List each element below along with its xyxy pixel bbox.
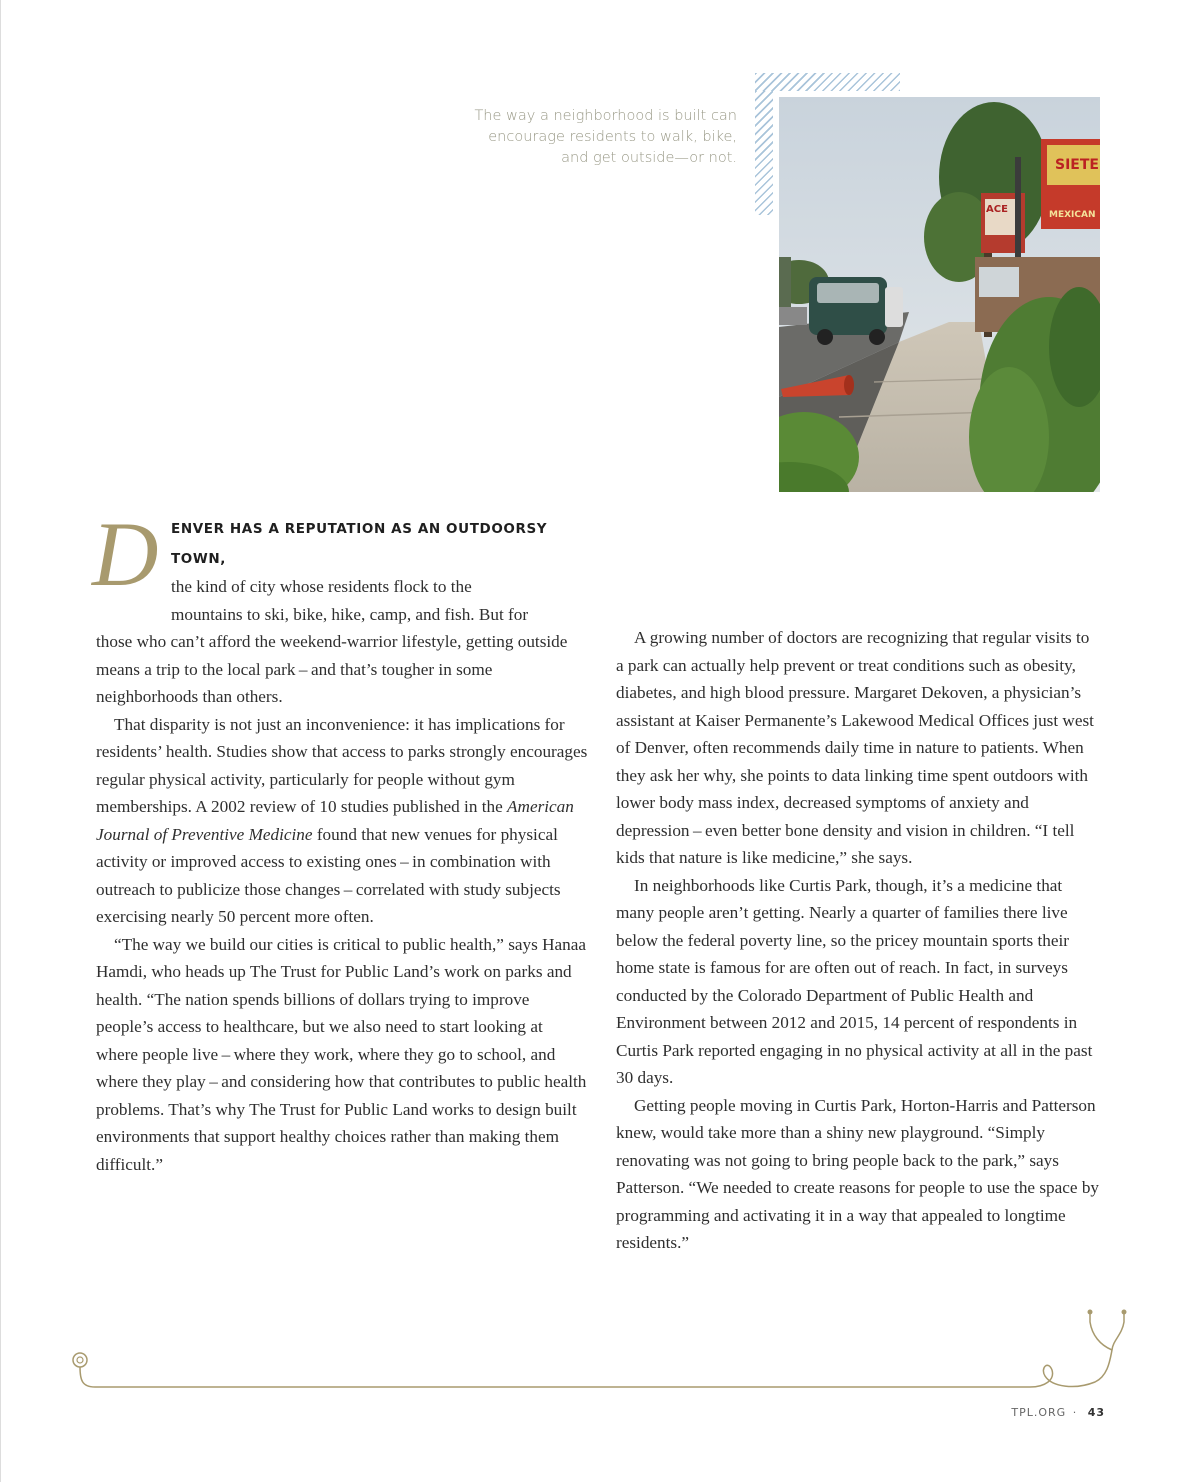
paragraph: Getting people moving in Curtis Park, Horton-Harris and Patterson knew, would take more than a shiny new playground. “Simply renovating was not going to bring people back to the park,” says Patterson. “We needed to create reasons for people to use the space by programming and activating it in a way that appealed to longtime residents.” [616,1095,1100,1252]
page-footer [1011,1406,1105,1419]
drop-cap: D [92,503,159,605]
paragraph-text: found that new venues for physical activity or improved access to existing ones – in combination with outreach to publicize those changes – correlated with study subjects exercising nearly 50 percent more often. [96,824,561,926]
street-photo-illustration [779,97,1100,492]
paragraph [96,711,588,931]
street-photo [779,97,1100,492]
caption-line: and get outside—or not. [561,150,737,166]
hatch-decoration-top [755,73,900,91]
article-column-right [616,624,1100,1257]
lead-line: the kind of city whose residents flock to the [171,577,472,596]
paragraph: A growing number of doctors are recognizing that regular visits to a park can actually help prevent or treat conditions such as obesity, diabetes, and high blood pressure. Margaret Dekoven, a physician’s assistant at Kaiser Permanente’s Lakewood Medical Offices just west of Denver, often recommends daily time in nature to patients. When they ask her why, she points to data linking time spent outdoors with lower body mass index, decreased symptoms of anxiety and depression – even better bone density and vision in children. “I tell kids that nature is like medicine,” she says. [616,628,1094,867]
stethoscope-earpiece-icon [1122,1310,1127,1315]
caption-line: The way a neighborhood is built can [474,108,737,124]
paragraph: “The way we build our cities is critical to public health,” says Hanaa Hamdi, who heads up The Trust for Public Land’s work on parks and health. “The nation spends billions of dollars trying to improve people’s access to healthcare, but we also need to start looking at where people live – where they work, where they go to school, and where they play – and considering how that contributes to public health problems. That’s why The Trust for Public Land works to design built environments that support healthy choices rather than making them difficult.” [96,934,587,1174]
footer-site: TPL.ORG [1011,1406,1067,1419]
stethoscope-chestpiece-icon [73,1353,87,1367]
journal-title: American Journal of Preventive Medicine [96,797,574,844]
page-number: 43 [1087,1406,1105,1419]
footer-separator: · [1072,1406,1078,1419]
sign-ace-text: ACE [986,204,1008,215]
caption-line: encourage residents to walk, bike, [488,129,737,145]
article-column-left [92,503,588,1178]
photo-caption [440,106,737,169]
lead-caps-line [171,514,588,573]
lead-caps: ENVER HAS A REPUTATION AS AN OUTDOORSY TOWN, [171,521,548,567]
sign-siete-text: SIETE [1055,157,1099,173]
paragraph: those who can’t afford the weekend-warrior lifestyle, getting outside means a trip to the local park – and that’s tougher in some neighborhoods than others. [96,632,568,706]
sign-mexican-text: MEXICAN [1049,210,1096,220]
paragraph-text: That disparity is not just an inconvenience: it has implications for residents’ health. Studies show that access to parks strongly encourages regular physical activity, particularly for people without gym memberships. A 2002 review of 10 studies published in the [96,714,588,816]
lead-paragraph [92,503,588,711]
stethoscope-earpiece-icon [1088,1310,1093,1315]
hatch-decoration-side [755,91,773,215]
paragraph: In neighborhoods like Curtis Park, though, it’s a medicine that many people aren’t getting. Nearly a quarter of families there live below the federal poverty line, so the pricey mountain sports their home state is famous for are often out of reach. In fact, in surveys conducted by the Colorado Department of Public Health and Environment between 2012 and 2015, 14 percent of respondents in Curtis Park reported engaging in no physical activity at all in the past 30 days. [616,875,1093,1087]
page-edge [0,0,1,1482]
lead-line: mountains to ski, bike, hike, camp, and fish. But for [171,604,529,624]
stethoscope-line-decoration [0,1300,1200,1400]
